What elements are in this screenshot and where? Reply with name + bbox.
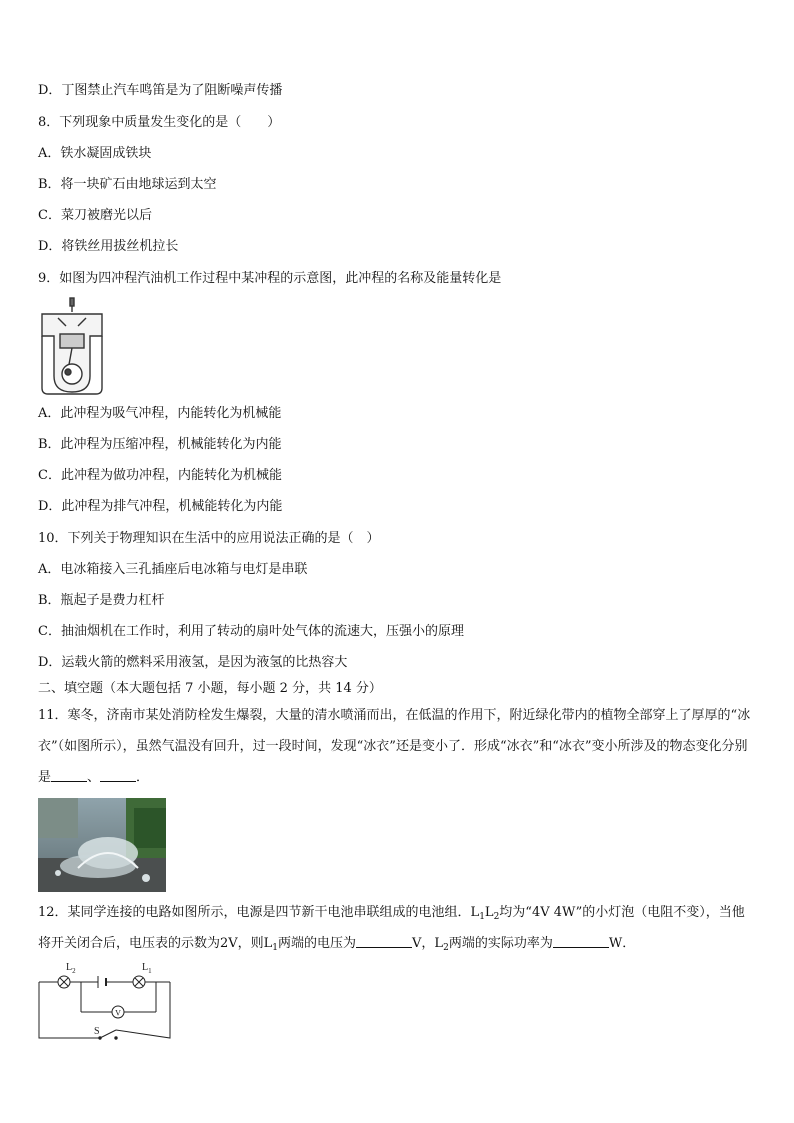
- lamp-l1-icon: [133, 976, 145, 988]
- q10-option-a: A．电冰箱接入三孔插座后电冰箱与电灯是串联: [38, 562, 308, 577]
- q9-option-c: C．此冲程为做功冲程，内能转化为机械能: [38, 468, 282, 483]
- q8-stem: 8．下列现象中质量发生变化的是（ ）: [38, 115, 281, 130]
- q10-option-d: D．运载火箭的燃料采用液氢，是因为液氢的比热容大: [38, 655, 348, 670]
- lamp-l2-icon: [58, 976, 70, 988]
- q10-option-b: B．瓶起子是费力杠杆: [38, 593, 165, 608]
- q7-option-d: D．丁图禁止汽车鸣笛是为了阻断噪声传播: [38, 83, 283, 98]
- voltmeter-icon: [112, 1006, 124, 1018]
- q9-stem: 9．如图为四冲程汽油机工作过程中某冲程的示意图，此冲程的名称及能量转化是: [38, 271, 502, 286]
- q12-sub-2: 2: [493, 912, 500, 922]
- frozen-fountain-photo: [38, 798, 166, 892]
- section-2-heading: 二、填空题（本大题包括 7 小题，每小题 2 分，共 14 分）: [38, 681, 382, 696]
- l2-label: $L_2$: [66, 962, 76, 975]
- q12-sub-4: 2: [443, 943, 449, 953]
- q12-sub-1: 1: [479, 912, 485, 922]
- q12-blank-2[interactable]: [553, 935, 609, 948]
- q12-text-6: 两端的实际功率为: [448, 936, 553, 951]
- q11-blank-1[interactable]: [51, 769, 87, 782]
- q12-blank-1[interactable]: [356, 935, 412, 948]
- q8-option-c: C．菜刀被磨光以后: [38, 208, 152, 223]
- q10-option-c: C．抽油烟机在工作时，利用了转动的扇叶处气体的流速大，压强小的原理: [38, 624, 464, 639]
- q10-stem: 10．下列关于物理知识在生活中的应用说法正确的是（ ）: [38, 531, 380, 546]
- q12-paragraph: [38, 897, 756, 959]
- q9-option-d: D．此冲程为排气冲程，机械能转化为内能: [38, 499, 283, 514]
- q9-option-a: A．此冲程为吸气冲程，内能转化为机械能: [38, 406, 282, 421]
- q11-end: ．: [136, 770, 150, 785]
- q12-text-7: W．: [608, 936, 636, 951]
- q11-paragraph: [38, 700, 756, 793]
- q8-option-d: D．将铁丝用拔丝机拉长: [38, 239, 179, 254]
- engine-diagram: [38, 296, 106, 396]
- switch-icon: [99, 1030, 117, 1039]
- l1-label: $L_1$: [142, 962, 152, 975]
- q8-option-a: A．铁水凝固成铁块: [38, 146, 152, 161]
- switch-label: S: [94, 1026, 100, 1037]
- battery-icon: [98, 976, 106, 988]
- q12-sub-3: 1: [272, 943, 279, 953]
- q12-text-1: 12．某同学连接的电路如图所示，电源是四节新干电池串联组成的电池组．L: [38, 905, 480, 920]
- q9-option-b: B．此冲程为压缩冲程，机械能转化为内能: [38, 437, 282, 452]
- q12-text-5: V，L: [412, 936, 444, 951]
- voltmeter-label: V: [115, 1008, 121, 1018]
- q11-text: 11．寒冬，济南市某处消防栓发生爆裂，大量的清水喷涌而出，在低温的作用下，附近绿化带内的植物全部穿上了厚厚的“冰衣”（如图所示），虽然气温没有回升，过一段时间，发现“冰衣”还是变小了．形成“冰衣”和“冰衣”变小所涉及的物态变化分别是: [38, 708, 751, 785]
- circuit-diagram: [36, 960, 176, 1044]
- q11-blank-2[interactable]: [100, 769, 136, 782]
- q12-text-4: 两端的电压为: [278, 936, 357, 951]
- q8-option-b: B．将一块矿石由地球运到太空: [38, 177, 217, 192]
- q12-text-3: 均为“4V 4W”的小灯泡（电阻不变），当他将开关闭合后，电压表的示数为2V，则L: [38, 905, 745, 951]
- q11-sep: 、: [87, 770, 101, 785]
- q12-text-2: L: [484, 905, 494, 920]
